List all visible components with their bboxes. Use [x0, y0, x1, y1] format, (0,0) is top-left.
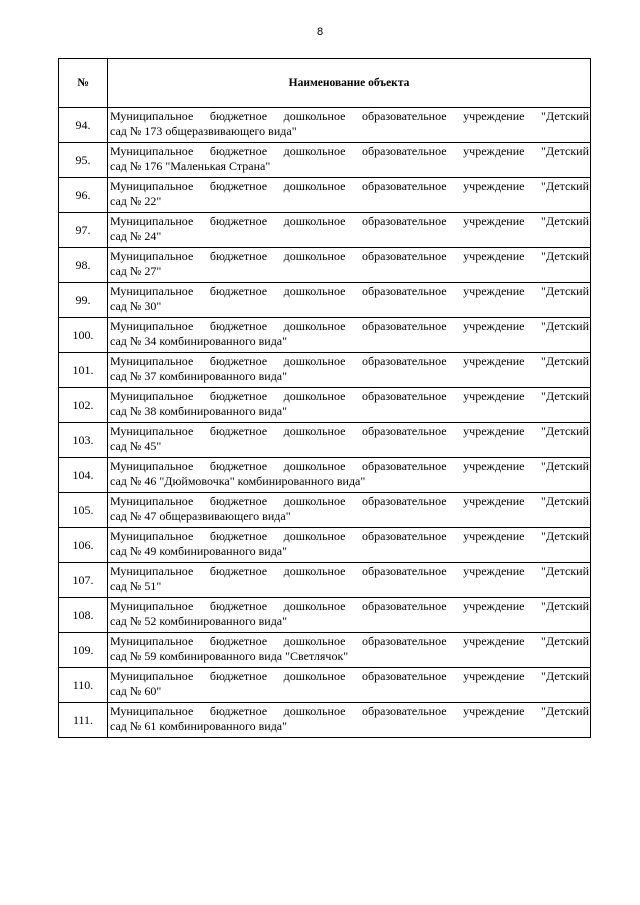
table-row [59, 353, 591, 388]
object-name-line: Муниципальное бюджетное дошкольное образовательное учреждение "Детский [110, 109, 589, 123]
table-row [59, 108, 591, 143]
object-name-line: Муниципальное бюджетное дошкольное образовательное учреждение "Детский [110, 494, 589, 508]
row-number: 95. [59, 143, 108, 178]
objects-table [58, 58, 591, 738]
row-number: 100. [59, 318, 108, 353]
object-name [108, 388, 591, 423]
object-name [108, 283, 591, 318]
row-number: 103. [59, 423, 108, 458]
object-name-line: Муниципальное бюджетное дошкольное образовательное учреждение "Детский [110, 424, 589, 438]
object-name-line: сад № 24" [110, 229, 162, 243]
row-number: 98. [59, 248, 108, 283]
row-number: 108. [59, 598, 108, 633]
object-name [108, 318, 591, 353]
row-number: 105. [59, 493, 108, 528]
object-name-line: сад № 52 комбинированного вида" [110, 614, 288, 628]
object-name-line: Муниципальное бюджетное дошкольное образовательное учреждение "Детский [110, 354, 589, 368]
object-name-line: Муниципальное бюджетное дошкольное образовательное учреждение "Детский [110, 564, 589, 578]
object-name-line: Муниципальное бюджетное дошкольное образовательное учреждение "Детский [110, 459, 589, 473]
row-number: 101. [59, 353, 108, 388]
object-name-line: Муниципальное бюджетное дошкольное образовательное учреждение "Детский [110, 634, 589, 648]
table-row [59, 248, 591, 283]
object-name [108, 528, 591, 563]
table-row [59, 213, 591, 248]
table-row [59, 703, 591, 738]
object-name-line: Муниципальное бюджетное дошкольное образовательное учреждение "Детский [110, 179, 589, 193]
object-name [108, 143, 591, 178]
object-name-line: Муниципальное бюджетное дошкольное образовательное учреждение "Детский [110, 144, 589, 158]
object-name-line: Муниципальное бюджетное дошкольное образовательное учреждение "Детский [110, 249, 589, 263]
row-number: 106. [59, 528, 108, 563]
object-name [108, 633, 591, 668]
table-row [59, 598, 591, 633]
object-name [108, 668, 591, 703]
object-name [108, 108, 591, 143]
table-row [59, 633, 591, 668]
object-name-line: Муниципальное бюджетное дошкольное образовательное учреждение "Детский [110, 704, 589, 718]
table-header-row [59, 59, 591, 108]
table-row [59, 423, 591, 458]
object-name-line: сад № 37 комбинированного вида" [110, 369, 288, 383]
table-row [59, 178, 591, 213]
object-name [108, 493, 591, 528]
table-row [59, 143, 591, 178]
table-row [59, 668, 591, 703]
object-name-line: сад № 61 комбинированного вида" [110, 719, 288, 733]
object-name-line: сад № 60" [110, 684, 162, 698]
table-row [59, 493, 591, 528]
object-name [108, 598, 591, 633]
object-name-line: Муниципальное бюджетное дошкольное образовательное учреждение "Детский [110, 529, 589, 543]
table-row [59, 563, 591, 598]
object-name-line: сад № 22" [110, 194, 162, 208]
table-row [59, 458, 591, 493]
page-number: 8 [316, 26, 324, 38]
object-name [108, 248, 591, 283]
table-row [59, 283, 591, 318]
object-name-line: сад № 46 "Дюймовочка" комбинированного вида" [110, 474, 366, 488]
row-number: 102. [59, 388, 108, 423]
object-name [108, 563, 591, 598]
row-number: 96. [59, 178, 108, 213]
object-name [108, 458, 591, 493]
object-name-line: Муниципальное бюджетное дошкольное образовательное учреждение "Детский [110, 599, 589, 613]
row-number: 110. [59, 668, 108, 703]
table-row [59, 318, 591, 353]
row-number: 104. [59, 458, 108, 493]
row-number: 111. [59, 703, 108, 738]
object-name-line: сад № 49 комбинированного вида" [110, 544, 288, 558]
object-name-line: сад № 34 комбинированного вида" [110, 334, 288, 348]
column-header-number: № [59, 59, 108, 108]
object-name-line: Муниципальное бюджетное дошкольное образовательное учреждение "Детский [110, 284, 589, 298]
object-name-line: сад № 47 общеразвивающего вида" [110, 509, 291, 523]
row-number: 94. [59, 108, 108, 143]
object-name-line: Муниципальное бюджетное дошкольное образовательное учреждение "Детский [110, 214, 589, 228]
object-name-line: Муниципальное бюджетное дошкольное образовательное учреждение "Детский [110, 389, 589, 403]
row-number: 99. [59, 283, 108, 318]
object-name [108, 213, 591, 248]
object-name-line: сад № 27" [110, 264, 162, 278]
row-number: 109. [59, 633, 108, 668]
row-number: 107. [59, 563, 108, 598]
object-name-line: сад № 38 комбинированного вида" [110, 404, 288, 418]
object-name-line: сад № 51" [110, 579, 162, 593]
table-row [59, 528, 591, 563]
object-name-line: сад № 59 комбинированного вида "Светлячок" [110, 649, 349, 663]
object-name-line: сад № 30" [110, 299, 162, 313]
object-name-line: Муниципальное бюджетное дошкольное образовательное учреждение "Детский [110, 669, 589, 683]
object-name-line: Муниципальное бюджетное дошкольное образовательное учреждение "Детский [110, 319, 589, 333]
row-number: 97. [59, 213, 108, 248]
object-name [108, 423, 591, 458]
object-name [108, 703, 591, 738]
table-row [59, 388, 591, 423]
object-name-line: сад № 45" [110, 439, 162, 453]
table-body [59, 108, 591, 738]
object-name [108, 353, 591, 388]
object-name-line: сад № 176 "Маленькая Страна" [110, 159, 271, 173]
object-name [108, 178, 591, 213]
column-header-name: Наименование объекта [108, 59, 591, 108]
object-name-line: сад № 173 общеразвивающего вида" [110, 124, 297, 138]
